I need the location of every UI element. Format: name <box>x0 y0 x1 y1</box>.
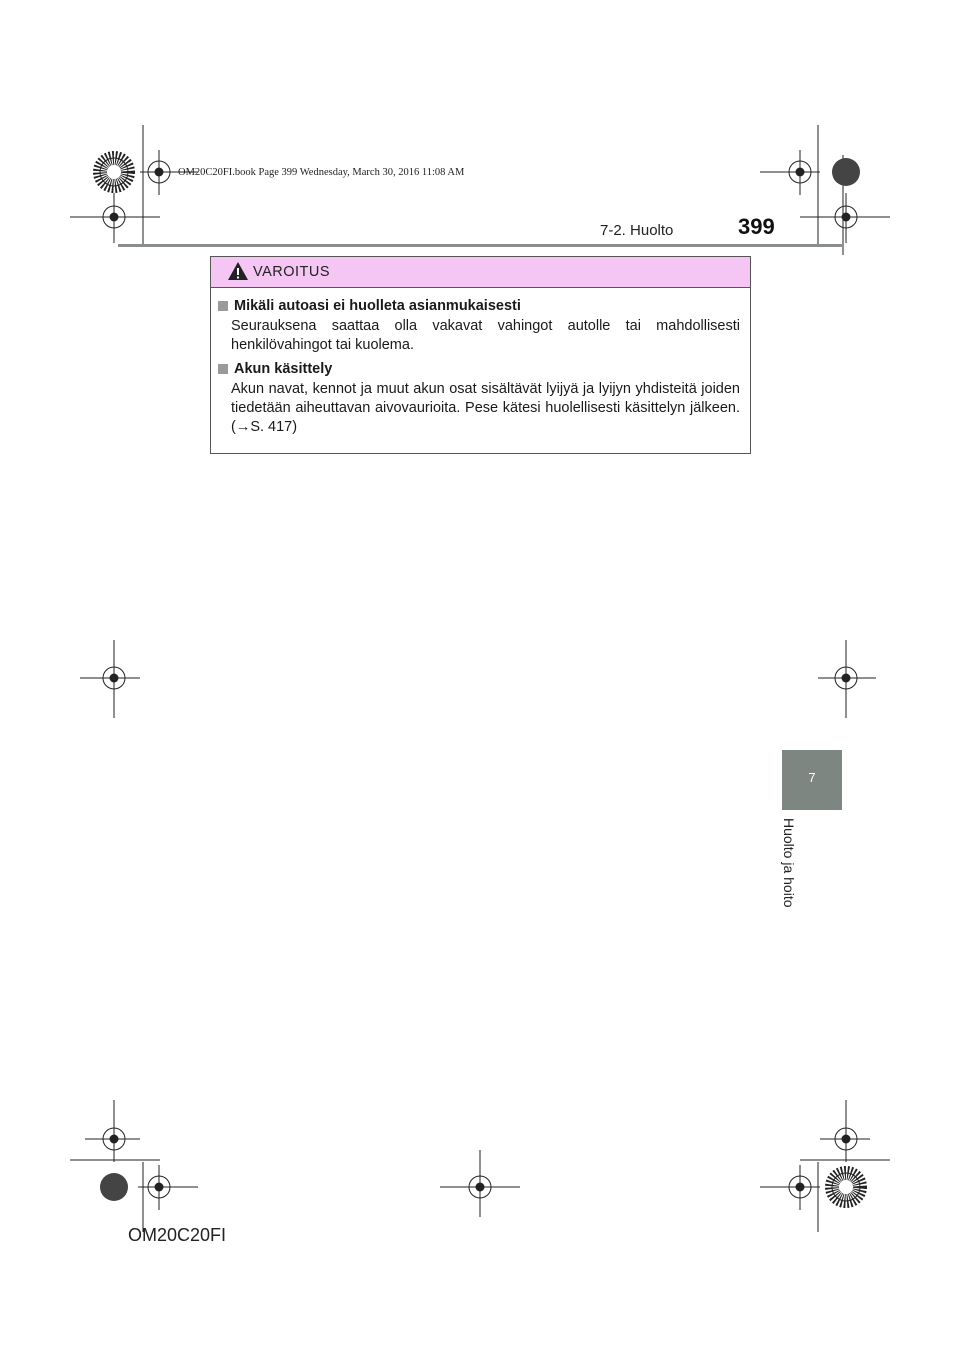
square-bullet-icon <box>218 301 228 311</box>
warning-item-heading: Mikäli autoasi ei huolleta asianmukaisesti <box>234 298 521 314</box>
warning-title: VAROITUS <box>253 264 331 280</box>
gray-dot-top-right <box>832 158 860 186</box>
section-title: 7-2. Huolto <box>600 222 674 239</box>
crosshair-top-right-upper <box>760 150 820 195</box>
gray-dot-bottom-left <box>100 1173 128 1201</box>
document-code: OM20C20FI <box>128 1225 227 1245</box>
book-stamp: OM20C20FI.book Page 399 Wednesday, March 30, 2016 11:08 AM <box>178 167 465 178</box>
chapter-label: Huolto ja hoito <box>781 818 797 908</box>
warning-triangle-icon <box>227 261 249 281</box>
warning-item <box>218 361 740 437</box>
chapter-tab <box>782 750 842 810</box>
warning-item-heading: Akun käsittely <box>234 361 333 377</box>
warning-item-text: Seurauksena saattaa olla vakavat vahingot autolle tai mahdollisesti henkilövahingot tai kuolema. <box>231 318 740 353</box>
warning-box <box>210 256 751 454</box>
warning-body <box>211 288 750 437</box>
chapter-number: 7 <box>808 770 816 785</box>
crosshair-bottom-right <box>820 1100 870 1162</box>
warning-item <box>218 298 740 355</box>
warning-header <box>211 257 750 288</box>
warning-item-text: Akun navat, kennot ja muut akun osat sisältävät lyijyä ja lyijyn yhdisteitä joiden tiedetään aiheuttavan aivovaurioita. Pese kätesi huolellisesti käsittelyn jälkeen. (→S. 417) <box>231 381 740 435</box>
header-rule <box>118 244 842 247</box>
star-target-bottom-right <box>832 1173 860 1201</box>
chapter-label-wrap <box>781 818 811 1018</box>
crosshair-bottom-right-lower <box>760 1165 820 1210</box>
square-bullet-icon <box>218 364 228 374</box>
page-number: 399 <box>738 214 775 239</box>
crosshair-bottom-left-lower <box>138 1165 198 1210</box>
star-target-top-left <box>100 158 128 186</box>
crosshair-bottom-left <box>85 1100 140 1162</box>
